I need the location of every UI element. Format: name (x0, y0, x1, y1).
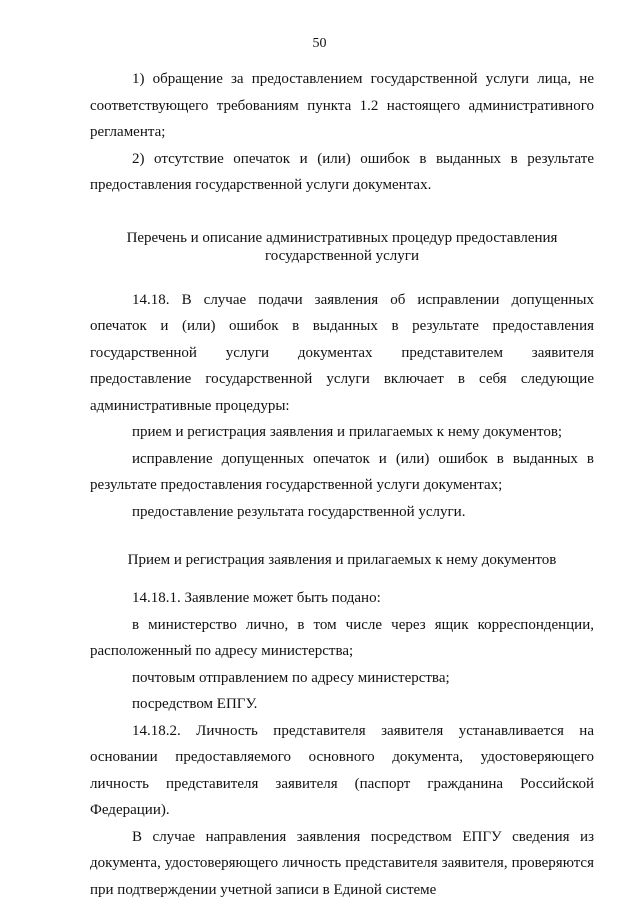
paragraph: 14.18.2. Личность представителя заявителя устанавливается на основании предоставляемого основного документа, удостоверяющего личность представителя заявителя (паспорт гражданина Российской Федерации). (90, 722, 594, 818)
paragraph: почтовым отправлением по адресу министерства; (132, 669, 450, 686)
document-body (90, 66, 594, 903)
heading-line: государственной услуги (265, 247, 419, 264)
paragraph: 14.18.1. Заявление может быть подано: (132, 590, 381, 606)
section-heading (90, 229, 594, 265)
paragraph: предоставление результата государственной услуги. (132, 503, 466, 520)
subsection-heading: Прием и регистрация заявления и прилагаемых к нему документов (127, 552, 557, 568)
heading-line: Перечень и описание административных процедур предоставления (126, 229, 558, 246)
paragraph: исправление допущенных опечаток и (или) ошибок в выданных в результате предоставления государственной услуги документах; (90, 450, 594, 493)
paragraph: 2) отсутствие опечаток и (или) ошибок в выданных в результате предоставления государственной услуги документах. (90, 150, 594, 193)
page-number: 50 (312, 36, 327, 51)
paragraph: В случае направления заявления посредством ЕПГУ сведения из документа, удостоверяющего личность представителя заявителя, проверяются при подтверждении учетной записи в Единой системе (90, 828, 594, 898)
paragraph: 14.18. В случае подачи заявления об исправлении допущенных опечаток и (или) ошибок в выданных в результате предоставления государственной услуги документах представителем заявителя предоставление государственной услуги включает в себя следующие административные процедуры: (90, 291, 594, 414)
paragraph: в министерство лично, в том числе через ящик корреспонденции, расположенный по адресу министерства; (90, 616, 594, 659)
paragraph: посредством ЕПГУ. (132, 696, 258, 712)
paragraph: прием и регистрация заявления и прилагаемых к нему документов; (132, 424, 563, 440)
paragraph: 1) обращение за предоставлением государственной услуги лица, не соответствующего требованиям пункта 1.2 настоящего административного регламента; (90, 71, 594, 140)
